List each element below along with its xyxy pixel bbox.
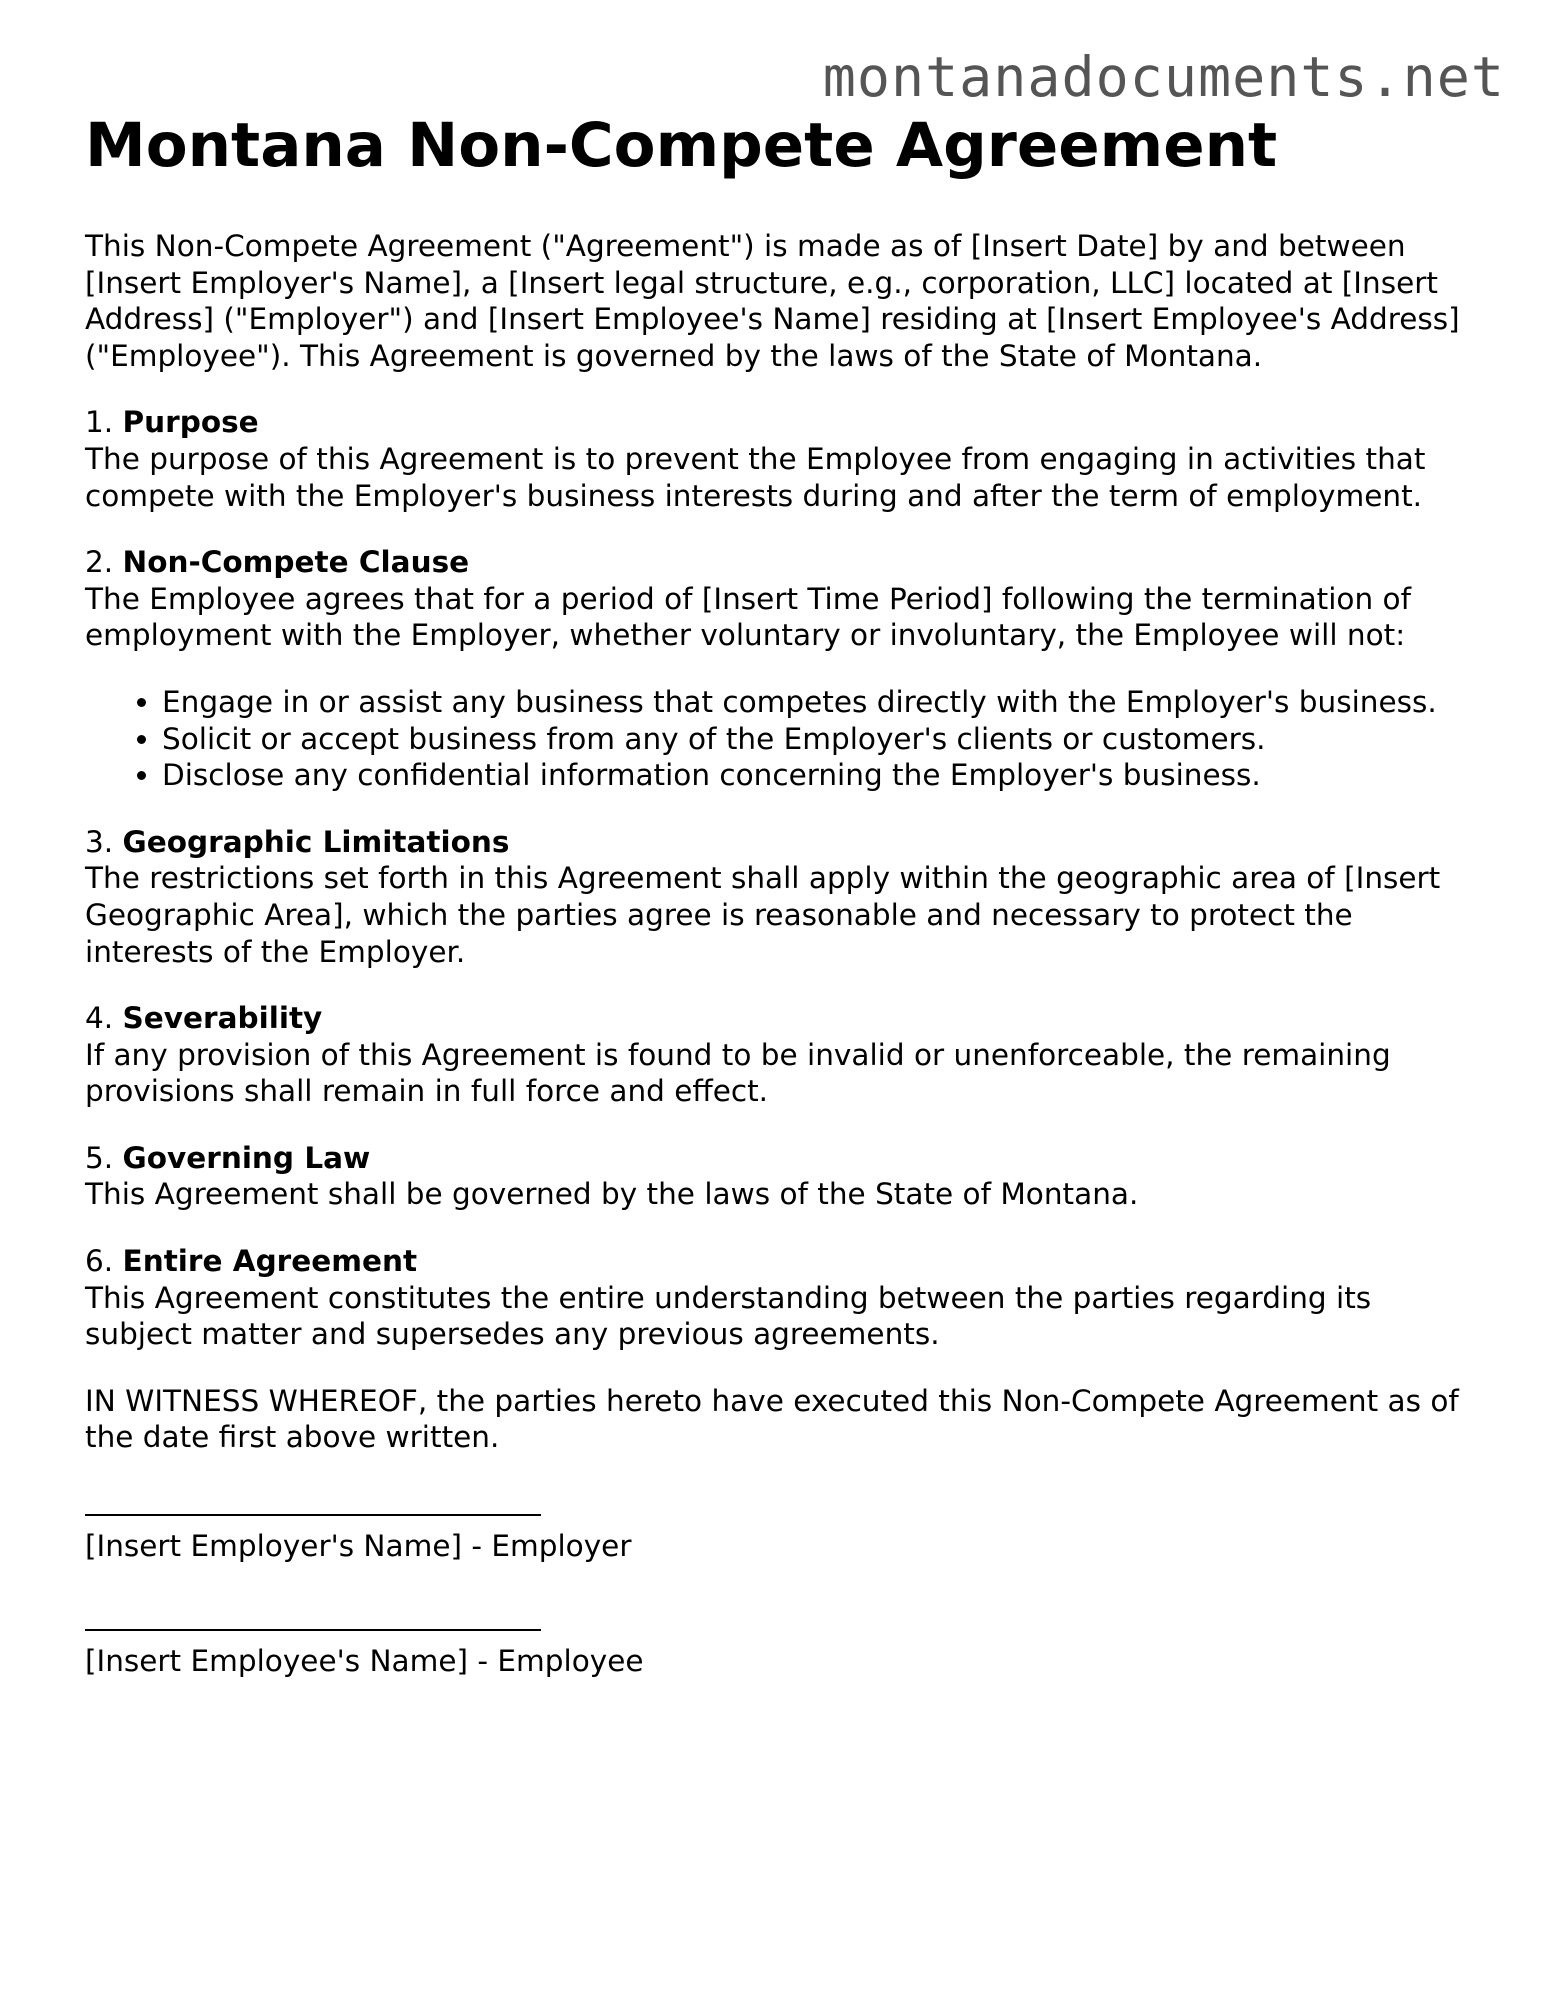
section-title: Non-Compete Clause xyxy=(122,545,470,580)
section-title: Purpose xyxy=(122,405,259,440)
section-number: 5. xyxy=(85,1140,114,1175)
document-page xyxy=(85,108,1485,1679)
section-body: This Agreement shall be governed by the laws of the State of Montana. xyxy=(85,1177,1139,1212)
section-entire-agreement xyxy=(85,1243,1485,1353)
section-heading xyxy=(85,544,1485,581)
section-number: 2. xyxy=(85,545,114,580)
restriction-list xyxy=(85,684,1485,794)
section-number: 6. xyxy=(85,1244,114,1279)
section-body: If any provision of this Agreement is found to be invalid or unenforceable, the remaining provisions shall remain in full force and effect. xyxy=(85,1037,1391,1109)
intro-paragraph: This Non-Compete Agreement ("Agreement") is made as of [Insert Date] by and between [Insert Employer's Name], a [Insert legal structure, e.g., corporation, LLC] located at [Insert Address] ("Employer") and [Insert Employee's Name] residing at [Insert Employee's Address] ("Employee"). This Agreement is governed by the laws of the State of Montana. xyxy=(85,229,1460,373)
section-geographic-limitations xyxy=(85,824,1485,970)
witness-statement: IN WITNESS WHEREOF, the parties hereto have executed this Non-Compete Agreement as of the date first above written. xyxy=(85,1383,1459,1455)
employee-signature-block xyxy=(85,1629,1485,1680)
section-heading xyxy=(85,1000,1485,1037)
section-number: 4. xyxy=(85,1001,114,1036)
section-number: 1. xyxy=(85,405,114,440)
list-item: • Engage in or assist any business that competes directly with the Employer's business. xyxy=(162,684,1485,721)
section-severability xyxy=(85,1000,1485,1110)
employer-signature-label: [Insert Employer's Name] - Employer xyxy=(85,1529,632,1564)
signature-line xyxy=(85,1514,541,1516)
section-heading xyxy=(85,1243,1485,1280)
section-non-compete-clause xyxy=(85,544,1485,794)
list-item: • Disclose any confidential information concerning the Employer's business. xyxy=(162,757,1485,794)
section-heading xyxy=(85,404,1485,441)
employer-signature-block xyxy=(85,1514,1485,1565)
section-title: Governing Law xyxy=(122,1140,371,1175)
document-title: Montana Non-Compete Agreement xyxy=(85,110,1278,181)
section-number: 3. xyxy=(85,824,114,859)
section-heading xyxy=(85,1140,1485,1177)
section-purpose xyxy=(85,404,1485,514)
list-item: • Solicit or accept business from any of the Employer's clients or customers. xyxy=(162,721,1485,758)
section-body: The Employee agrees that for a period of [Insert Time Period] following the termination of employment with the Employer, whether voluntary or involuntary, the Employee will not: xyxy=(85,581,1411,653)
section-body: The purpose of this Agreement is to prevent the Employee from engaging in activities that compete with the Employer's business interests during and after the term of employment. xyxy=(85,441,1426,513)
employee-signature-label: [Insert Employee's Name] - Employee xyxy=(85,1643,644,1678)
section-body: The restrictions set forth in this Agreement shall apply within the geographic area of [Insert Geographic Area], which the parties agree is reasonable and necessary to protect the interests of the Employer. xyxy=(85,861,1441,969)
signature-line xyxy=(85,1629,541,1631)
site-watermark: montanadocuments.net xyxy=(822,45,1505,109)
section-title: Severability xyxy=(122,1001,323,1036)
section-governing-law xyxy=(85,1140,1485,1213)
section-heading xyxy=(85,824,1485,861)
section-title: Geographic Limitations xyxy=(122,824,510,859)
section-body: This Agreement constitutes the entire understanding between the parties regarding its subject matter and supersedes any previous agreements. xyxy=(85,1280,1372,1352)
section-title: Entire Agreement xyxy=(122,1244,418,1279)
